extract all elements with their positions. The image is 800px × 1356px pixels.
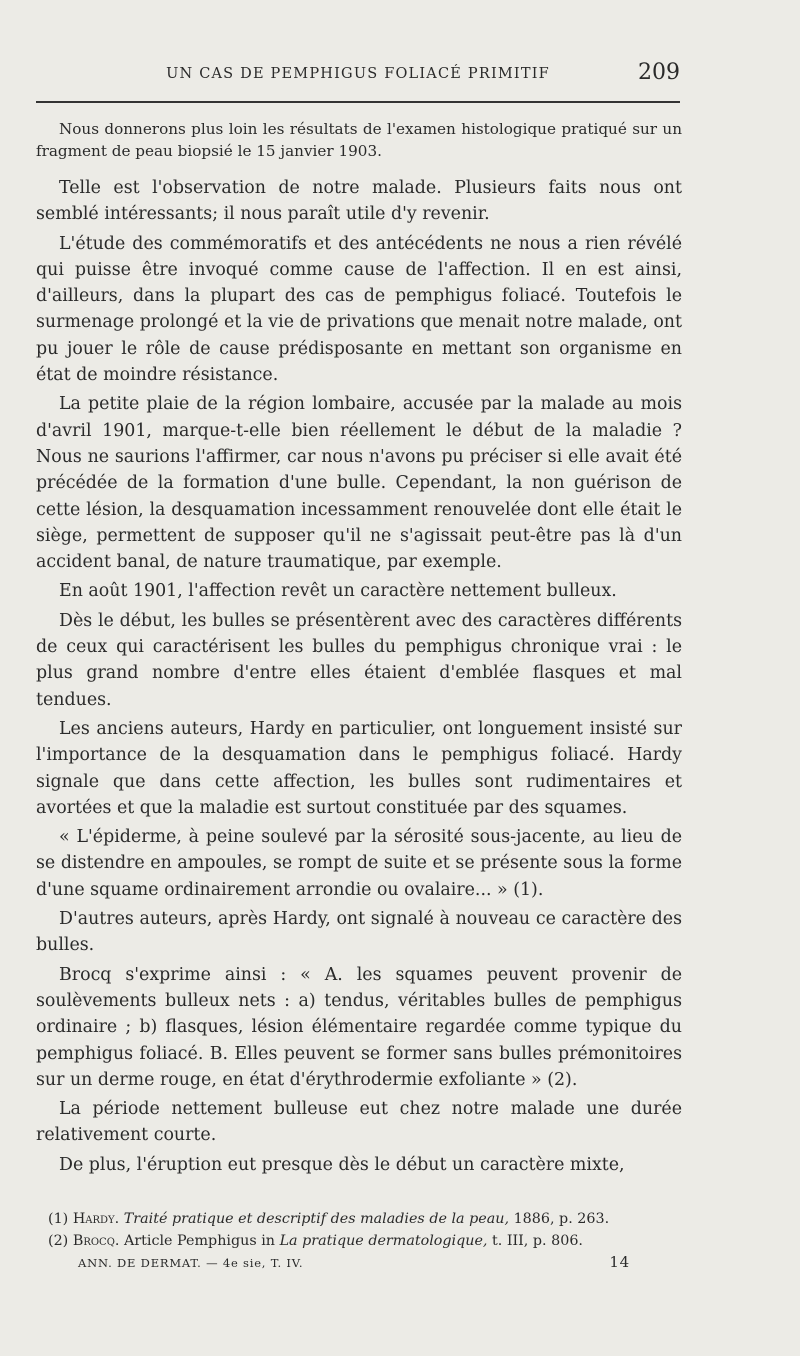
paragraph: La période nettement bulleuse eut chez notre malade une durée relativement courte. xyxy=(36,1099,682,1146)
journal-signature: ANN. DE DERMAT. — 4e sie, T. IV. xyxy=(78,1256,304,1270)
paragraph: « L'épiderme, à peine soulevé par la sérosité sous-jacente, au lieu de se distendre en ampoules, se rompt de suite et se présente sous la forme d'une squame ordinairement arrondie ou ovalaire... » (1). xyxy=(36,827,682,900)
paragraph: L'étude des commémoratifs et des antécédents ne nous a rien révélé qui puisse être invoqué comme cause de l'affection. Il en est ainsi, d'ailleurs, dans la plupart des cas de pemphigus foliacé. Toutefois le surmenage prolongé et la vie de privations que menait notre malade, ont pu jouer le rôle de cause prédisposante en mettant son organisme en état de moindre résistance. xyxy=(36,233,682,386)
footnotes xyxy=(36,1208,682,1252)
paragraph: De plus, l'éruption eut presque dès le début un caractère mixte, xyxy=(59,1154,625,1175)
paragraph-intro: Nous donnerons plus loin les résultats de l'examen histologique pratiqué sur un fragment de peau biopsié le 15 janvier 1903. xyxy=(36,120,682,160)
paragraph: Telle est l'observation de notre malade. Plusieurs faits nous ont semblé intéressants; il nous paraît utile d'y revenir. xyxy=(36,178,682,225)
paragraph: La petite plaie de la région lombaire, accusée par la malade au mois d'avril 1901, marque-t-elle bien réellement le début de la maladie ? Nous ne saurions l'affirmer, car nous n'avons pu préciser si elle avait été précédée de la formation d'une bulle. Cependant, la non guérison de cette lésion, la desquamation incessamment renouvelée dont elle était le siège, permettent de supposer qu'il ne s'agissait peut-être pas là d'un accident banal, de nature traumatique, par exemple. xyxy=(36,394,682,573)
footnote-citation: 1886, p. 263. xyxy=(513,1211,610,1227)
footnote-mark: (2) xyxy=(48,1233,69,1249)
footnote-mark: (1) xyxy=(48,1211,69,1227)
header-rule xyxy=(36,101,680,103)
footnote-2 xyxy=(36,1230,682,1252)
body-text xyxy=(36,118,682,1181)
paragraph: Brocq s'exprime ainsi : « A. les squames peuvent provenir de soulèvements bulleux nets : a) tendus, véritables bulles de pemphigus ordinaire ; b) flasques, lésion élémentaire regardée comme typique du pemphigus foliacé. B. Elles peuvent se former sans bulles prémonitoires sur un derme rouge, en état d'érythrodermie exfoliante » (2). xyxy=(36,964,682,1090)
paragraph: Les anciens auteurs, Hardy en particulier, ont longuement insisté sur l'importance de la desquamation dans le pemphigus foliacé. Hardy signale que dans cette affection, les bulles sont rudimentaires et avortées et que la maladie est surtout constituée par des squames. xyxy=(36,718,682,818)
footnote-citation: t. III, p. 806. xyxy=(492,1233,583,1249)
footnote-title: Traité pratique et descriptif des maladies de la peau, xyxy=(123,1211,510,1227)
page-number: 209 xyxy=(638,60,680,85)
paragraph: En août 1901, l'affection revêt un caractère nettement bulleux. xyxy=(59,581,617,602)
gathering-signature: 14 xyxy=(609,1253,630,1271)
paragraph: D'autres auteurs, après Hardy, ont signalé à nouveau ce caractère des bulles. xyxy=(36,909,682,956)
footnote-author: Hardy. xyxy=(72,1211,120,1227)
paragraph: Dès le début, les bulles se présentèrent avec des caractères différents de ceux qui caractérisent les bulles du pemphigus chronique vrai : le plus grand nombre d'entre elles étaient d'emblée flasques et mal tendues. xyxy=(36,610,682,710)
footnote-1 xyxy=(36,1208,682,1230)
footnote-author: Brocq. xyxy=(72,1233,120,1249)
running-title: UN CAS DE PEMPHIGUS FOLIACÉ PRIMITIF xyxy=(166,66,550,82)
footnote-text: Article Pemphigus in xyxy=(124,1233,276,1249)
footnote-title: La pratique dermatologique, xyxy=(279,1233,488,1249)
running-head xyxy=(36,60,680,92)
